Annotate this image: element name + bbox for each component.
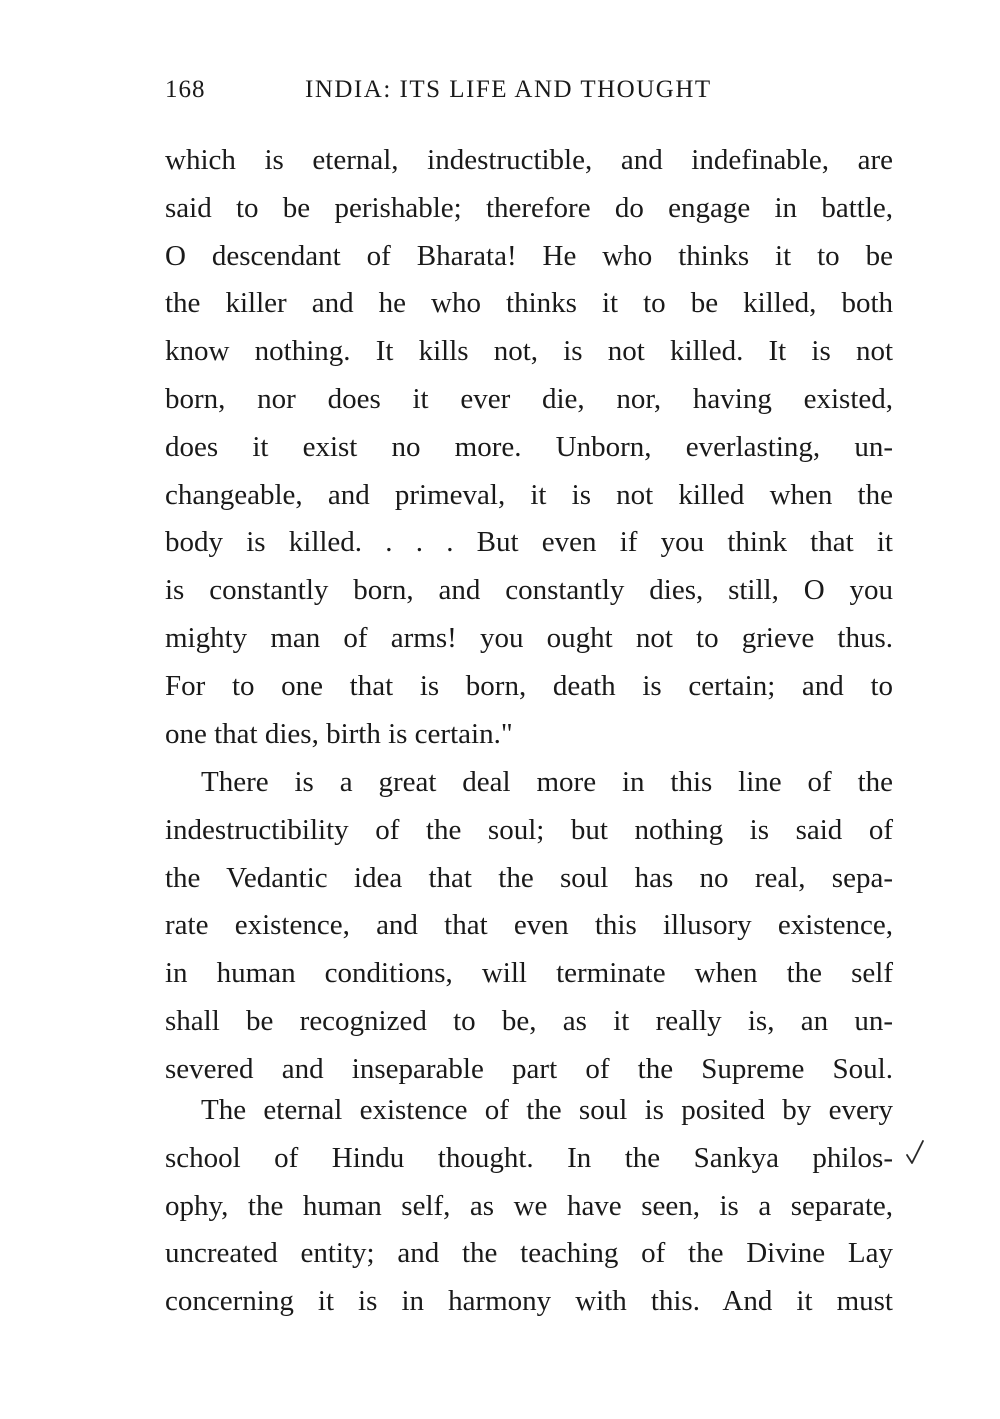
text-line: ophy, the human self, as we have seen, is a separate, [165, 1189, 893, 1222]
text-line: one that dies, birth is certain." [165, 717, 513, 750]
page-number: 168 [165, 76, 206, 103]
paragraph-continued-quote [165, 137, 893, 758]
text-line: indestructibility of the soul; but nothing is said of [165, 813, 893, 846]
text-line: body is killed. . . . But even if you think that it [165, 526, 893, 559]
text-line: born, nor does it ever die, nor, having existed, [165, 382, 893, 415]
text-line: school of Hindu thought. In the Sankya philos- [165, 1141, 893, 1174]
running-header [165, 76, 895, 116]
text-line: rate existence, and that even this illusory existence, [165, 909, 893, 942]
paragraph-vedantic-idea [165, 759, 893, 1094]
text-line: mighty man of arms! you ought not to grieve thus. [165, 621, 893, 654]
text-line: For to one that is born, death is certain; and to [165, 669, 893, 702]
text-line: concerning it is in harmony with this. And it must [165, 1285, 893, 1318]
text-line: the Vedantic idea that the soul has no real, sepa- [165, 861, 893, 894]
text-line: the killer and he who thinks it to be killed, both [165, 287, 893, 320]
text-line: uncreated entity; and the teaching of the Divine Lay [165, 1237, 893, 1270]
paragraph-eternal-existence [165, 1087, 893, 1326]
checkmark-icon [905, 1138, 925, 1168]
text-line: The eternal existence of the soul is posited by every [201, 1094, 893, 1126]
text-line: severed and inseparable part of the Supreme Soul. [165, 1052, 893, 1085]
text-line: is constantly born, and constantly dies, still, O you [165, 574, 893, 607]
text-line: said to be perishable; therefore do engage in battle, [165, 191, 893, 224]
text-line: does it exist no more. Unborn, everlasting, un- [165, 430, 893, 463]
text-line: O descendant of Bharata! He who thinks it to be [165, 239, 893, 272]
running-title: INDIA: ITS LIFE AND THOUGHT [305, 76, 712, 103]
text-line: shall be recognized to be, as it really is, an un- [165, 1004, 893, 1037]
text-line: changeable, and primeval, it is not killed when the [165, 478, 893, 511]
text-line: in human conditions, will terminate when the self [165, 957, 893, 990]
text-line: There is a great deal more in this line of the [201, 766, 893, 798]
text-line: know nothing. It kills not, is not killed. It is not [165, 335, 893, 368]
text-line: which is eternal, indestructible, and indefinable, are [165, 144, 893, 176]
